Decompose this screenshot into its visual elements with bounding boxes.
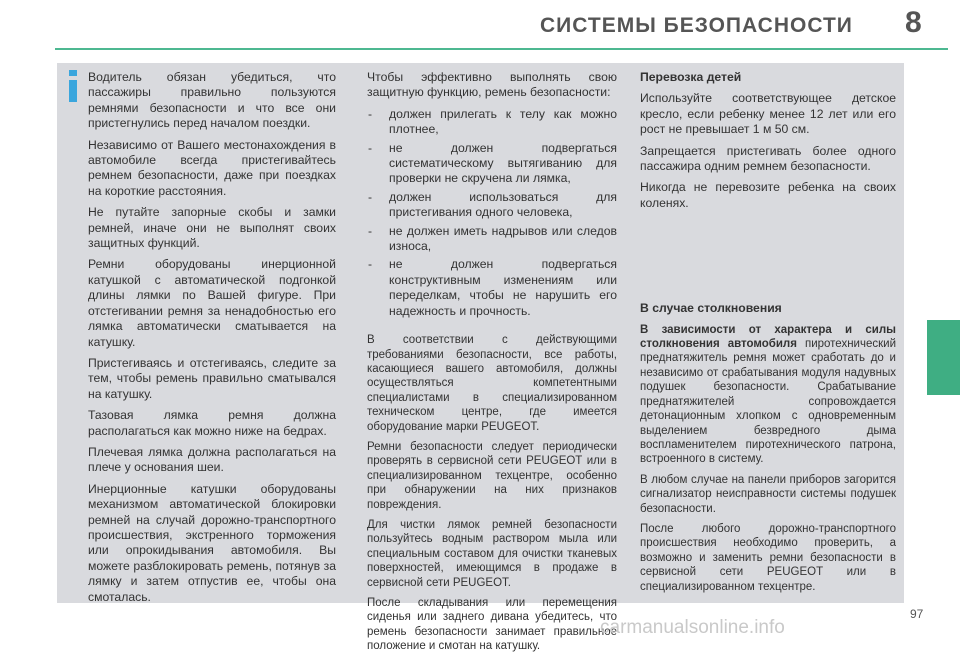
- paragraph-collision-lead: [640, 323, 896, 467]
- list-item-text: не должен подвергаться конструктивным изменениям или переделкам, чтобы не нарушить его надежность и прочность.: [389, 257, 617, 318]
- list-item-text: не должен иметь надрывов или следов износа,: [389, 223, 617, 254]
- column-right: [640, 70, 896, 600]
- spacer: [640, 217, 896, 301]
- paragraph: В любом случае на панели приборов загорится сигнализатор неисправности системы подушек безопасности.: [640, 473, 896, 515]
- dash-marker: -: [368, 106, 373, 121]
- paragraph: Водитель обязан убедиться, что пассажиры правильно пользуются ремнями безопасности и что все они пристегнулись перед началом поездки.: [88, 70, 336, 131]
- list-item: [367, 141, 617, 187]
- paragraph: Не путайте запорные скобы и замки ремней, иначе они не выполнят своих защитных функций.: [88, 205, 336, 251]
- paragraph: Запрещается пристегивать более одного пассажира одним ремнем безопасности.: [640, 143, 896, 174]
- column-left: [88, 70, 336, 611]
- header-divider: [55, 48, 948, 50]
- chapter-tab: [927, 320, 960, 395]
- paragraph: Никогда не перевозите ребенка на своих коленях.: [640, 180, 896, 210]
- heading-child-transport: Перевозка детей: [640, 70, 742, 84]
- list-item: [367, 224, 617, 255]
- info-icon: [64, 70, 82, 102]
- paragraph: Ремни оборудованы инерционной катушкой с автоматической подгонкой длины лямки по Вашей фигуре. При отстегивании ремня за ненадобностью его лямка автоматически сматывается на катушку.: [88, 257, 336, 349]
- paragraph: Для чистки лямок ремней безопасности пользуйтесь водным раствором мыла или специальным составом для очистки тканевых поверхностей, имеющимся в продаже в сервисной сети PEUGEOT.: [367, 518, 617, 589]
- list-item-text: не должен подвергаться систематическому вытягиванию для проверки не скручена ли лямка,: [389, 140, 617, 186]
- paragraph: Используйте соответствующее детское кресло, если ребенку менее 12 лет или его рост не превышает 1 м 50 см.: [640, 91, 896, 137]
- paragraph: Ремни безопасности следует периодически проверять в сервисной сети PEUGEOT или в специализированном техцентре, особенно при обнаружении на них признаков повреждения.: [367, 440, 617, 511]
- paragraph: После складывания или перемещения сиденья или заднего дивана убедитесь, что ремень безопасности занимает правильное положение и смотан на катушку.: [367, 597, 617, 653]
- list-item-text: должен использоваться для пристегивания одного человека,: [389, 189, 617, 220]
- list-item: [367, 107, 617, 138]
- column-middle: [367, 70, 617, 660]
- paragraph: После любого дорожно-транспортного происшествия необходимо проверить, а возможно и заменить ремни безопасности в сервисной сети PEUGEOT или в специализированном техцентре.: [640, 522, 896, 593]
- list-item-text: должен прилегать к телу как можно плотнее,: [389, 106, 617, 137]
- intro-paragraph: Чтобы эффективно выполнять свою защитную функцию, ремень безопасности:: [367, 70, 617, 100]
- paragraph: Тазовая лямка ремня должна располагаться как можно ниже на бедрах.: [88, 408, 336, 438]
- chapter-number: 8: [905, 6, 922, 39]
- dash-marker: -: [368, 140, 373, 155]
- dash-marker: -: [368, 223, 373, 238]
- watermark: carmanualsonline.info: [600, 617, 785, 638]
- lead-text: пиротехнический преднатяжитель ремня может сработать до и независимо от срабатывания модуля надувных подушек безопасности. Срабатывание преднатяжителей сопровождается детонационным хлопком с одновременным выделением безвредного дыма воспламенителем пиротехнического патрона, встроенного в систему.: [640, 338, 896, 466]
- bold-lead: В зависимости от характера и силы столкновения автомобиля: [640, 323, 896, 351]
- paragraph: Инерционные катушки оборудованы механизмом автоматической блокировки ремней на случай дорожно-транспортного происшествия, экстренного торможения или опрокидывания автомобиля. Вы можете разблокировать ремень, потянув за лямку и затем отпустив ее, чтобы она смоталась.: [88, 481, 336, 604]
- list-item: [367, 257, 617, 319]
- section-title: СИСТЕМЫ БЕЗОПАСНОСТИ: [540, 14, 853, 37]
- paragraph: Плечевая лямка должна располагаться на плече у основания шеи.: [88, 444, 336, 475]
- paragraph: В соответствии с действующими требованиями безопасности, все работы, касающиеся вашего автомобиля, должны осуществляться компетентными специалистами в специализированном техническом центре, где имеется оборудование марки PEUGEOT.: [367, 334, 617, 433]
- paragraph: Пристегиваясь и отстегиваясь, следите за тем, чтобы ремень правильно сматывался на катушку.: [88, 355, 336, 401]
- requirements-list: [367, 107, 617, 319]
- heading-collision: В случае столкновения: [640, 301, 782, 316]
- dash-marker: -: [368, 189, 373, 204]
- paragraph: Независимо от Вашего местонахождения в автомобиле всегда пристегивайтесь ремнем безопасности, даже при поездках на короткие расстояния.: [88, 137, 336, 198]
- page-number: 97: [910, 607, 924, 621]
- dash-marker: -: [368, 257, 373, 272]
- list-item: [367, 190, 617, 221]
